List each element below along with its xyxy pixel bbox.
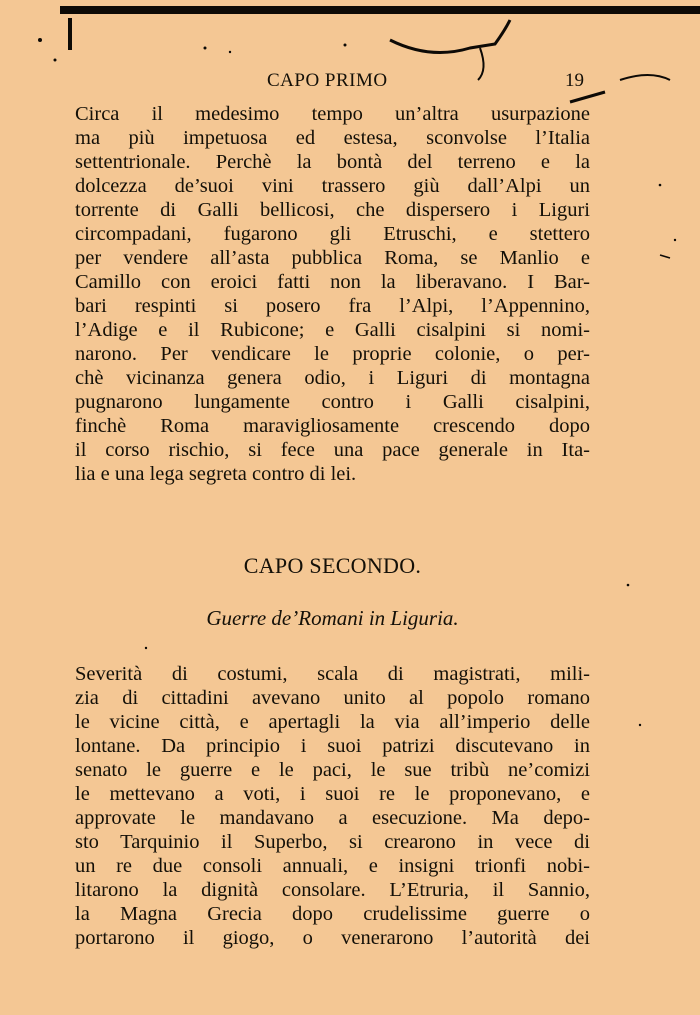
- text-line: il corso rischio, si fece una pace generale in Ita-: [75, 439, 590, 461]
- chapter-title: CAPO SECONDO.: [243, 553, 422, 578]
- text-line: portarono il giogo, o venerarono l’autorità dei: [75, 927, 590, 949]
- text-line: sto Tarquinio il Superbo, si crearono in vece di: [75, 831, 590, 853]
- text-line: finchè Roma maravigliosamente crescendo dopo: [75, 415, 590, 437]
- page-number: 19: [565, 70, 584, 91]
- text-line: la Magna Grecia dopo crudelissime guerre o: [75, 903, 590, 925]
- paragraph-1: [75, 102, 590, 486]
- text-line: senato le guerre e le paci, le sue tribù ne’comizi: [75, 759, 590, 781]
- text-line: le vicine città, e apertagli la via all’imperio delle: [75, 711, 590, 733]
- text-line: un re due consoli annuali, e insigni trionfi nobi-: [75, 855, 590, 877]
- text-line: torrente di Galli bellicosi, che dispersero i Liguri: [75, 199, 590, 221]
- text-line: ma più impetuosa ed estesa, sconvolse l’Italia: [75, 127, 590, 149]
- text-line: bari respinti si posero fra l’Alpi, l’Appennino,: [75, 295, 590, 317]
- text-line: l’Adige e il Rubicone; e Galli cisalpini si nomi-: [75, 319, 590, 341]
- text-line: chè vicinanza genera odio, i Liguri di montagna: [75, 367, 590, 389]
- text-line: le mettevano a voti, i suoi re le proponevano, e: [75, 783, 590, 805]
- text-line: lontane. Da principio i suoi patrizi discutevano in: [75, 735, 590, 757]
- paragraph-2: [75, 662, 590, 950]
- text-line: Circa il medesimo tempo un’altra usurpazione: [75, 103, 590, 125]
- text-line: dolcezza de’suoi vini trassero giù dall’Alpi un: [75, 175, 590, 197]
- text-line: settentrionale. Perchè la bontà del terreno e la: [75, 151, 590, 173]
- text-line: litarono la dignità consolare. L’Etruria, il Sannio,: [75, 879, 590, 901]
- text-line: circompadani, fugarono gli Etruschi, e stettero: [75, 223, 590, 245]
- text-line: per vendere all’asta pubblica Roma, se Manlio e: [75, 247, 590, 269]
- text-line: Camillo con eroici fatti non la liberavano. I Bar-: [75, 271, 590, 293]
- text-line: pugnarono lungamente contro i Galli cisalpini,: [75, 391, 590, 413]
- running-head-title: CAPO PRIMO: [267, 70, 388, 91]
- text-line: lia e una lega segreta contro di lei.: [75, 463, 357, 485]
- text-line: narono. Per vendicare le proprie colonie, o per-: [75, 343, 590, 365]
- top-border-rule: [60, 6, 700, 14]
- chapter-subtitle: Guerre de’Romani in Liguria.: [206, 606, 459, 630]
- text-line: Severità di costumi, scala di magistrati, mili-: [75, 663, 590, 685]
- text-line: approvate le mandavano a esecuzione. Ma depo-: [75, 807, 590, 829]
- running-head: [0, 70, 700, 96]
- text-line: zia di cittadini avevano unito al popolo romano: [75, 687, 590, 709]
